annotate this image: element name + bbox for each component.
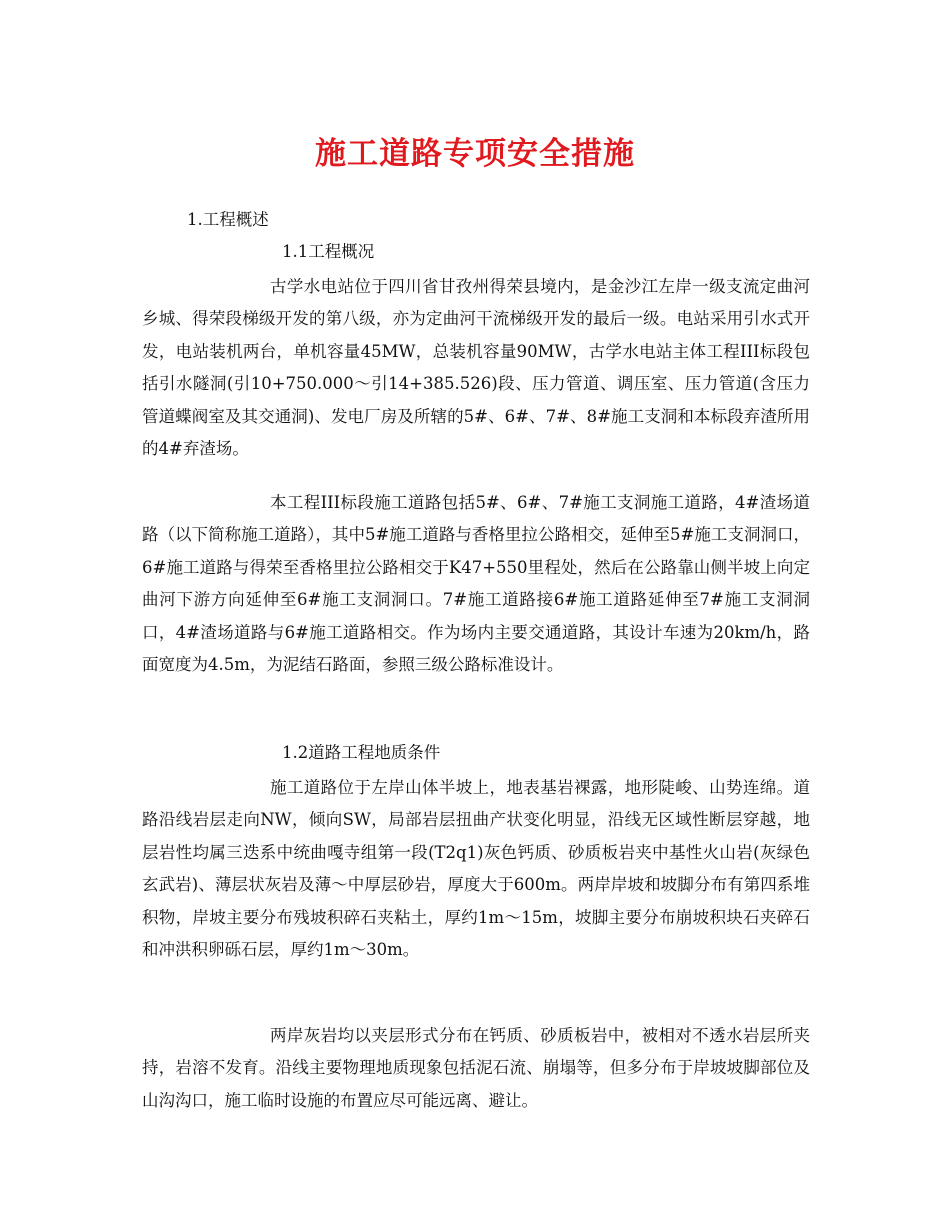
paragraph-geology-conditions: 施工道路位于左岸山体半坡上，地表基岩裸露，地形陡峻、山势连绵。道路沿线岩层走向NW，倾向SW，局部岩层扭曲产状变化明显，沿线无区域性断层穿越，地层岩性均属三迭系中统曲嘎寺组第一段(T2q1)灰色钙质、砂质板岩夹中基性火山岩(灰绿色玄武岩)、薄层状灰岩及薄～中厚层砂岩，厚度大于600m。两岸岸坡和坡脚分布有第四系堆积物，岸坡主要分布残坡积碎石夹粘土，厚约1m～15m，坡脚主要分布崩坡积块石夹碎石和冲洪积卵砾石层，厚约1m～30m。: [142, 778, 810, 960]
paragraph-limestone-hazards: 两岸灰岩均以夹层形式分布在钙质、砂质板岩中，被相对不透水岩层所夹持，岩溶不发育。沿线主要物理地质现象包括泥石流、崩塌等，但多分布于岸坡坡脚部位及山沟沟口，施工临时设施的布置应尽可能远离、避让。: [142, 1026, 810, 1110]
subsection-heading-project-summary: 1.1工程概况: [282, 242, 375, 261]
paragraph-construction-roads: 本工程III标段施工道路包括5#、6#、7#施工支洞施工道路，4#渣场道路（以下简称施工道路），其中5#施工道路与香格里拉公路相交，延伸至5#施工支洞洞口，6#施工道路与得荣至香格里拉公路相交于K47+550里程处，然后在公路靠山侧半坡上向定曲河下游方向延伸至6#施工支洞洞口。7#施工道路接6#施工道路延伸至7#施工支洞洞口，4#渣场道路与6#施工道路相交。作为场内主要交通道路，其设计车速为20km/h，路面宽度为4.5m，为泥结石路面，参照三级公路标准设计。: [142, 493, 810, 675]
section-heading-overview: 1.工程概述: [187, 210, 269, 229]
document-title: 施工道路专项安全措施: [315, 136, 635, 172]
subsection-heading-geology: 1.2道路工程地质条件: [282, 743, 441, 762]
paragraph-station-overview: 古学水电站位于四川省甘孜州得荣县境内，是金沙江左岸一级支流定曲河乡城、得荣段梯级开发的第八级，亦为定曲河干流梯级开发的最后一级。电站采用引水式开发，电站装机两台，单机容量45MW，总装机容量90MW，古学水电站主体工程III标段包括引水隧洞(引10+750.000～引14+385.526)段、压力管道、调压室、压力管道(含压力管道蝶阀室及其交通洞)、发电厂房及所辖的5#、6#、7#、8#施工支洞和本标段弃渣所用的4#弃渣场。: [142, 277, 810, 459]
